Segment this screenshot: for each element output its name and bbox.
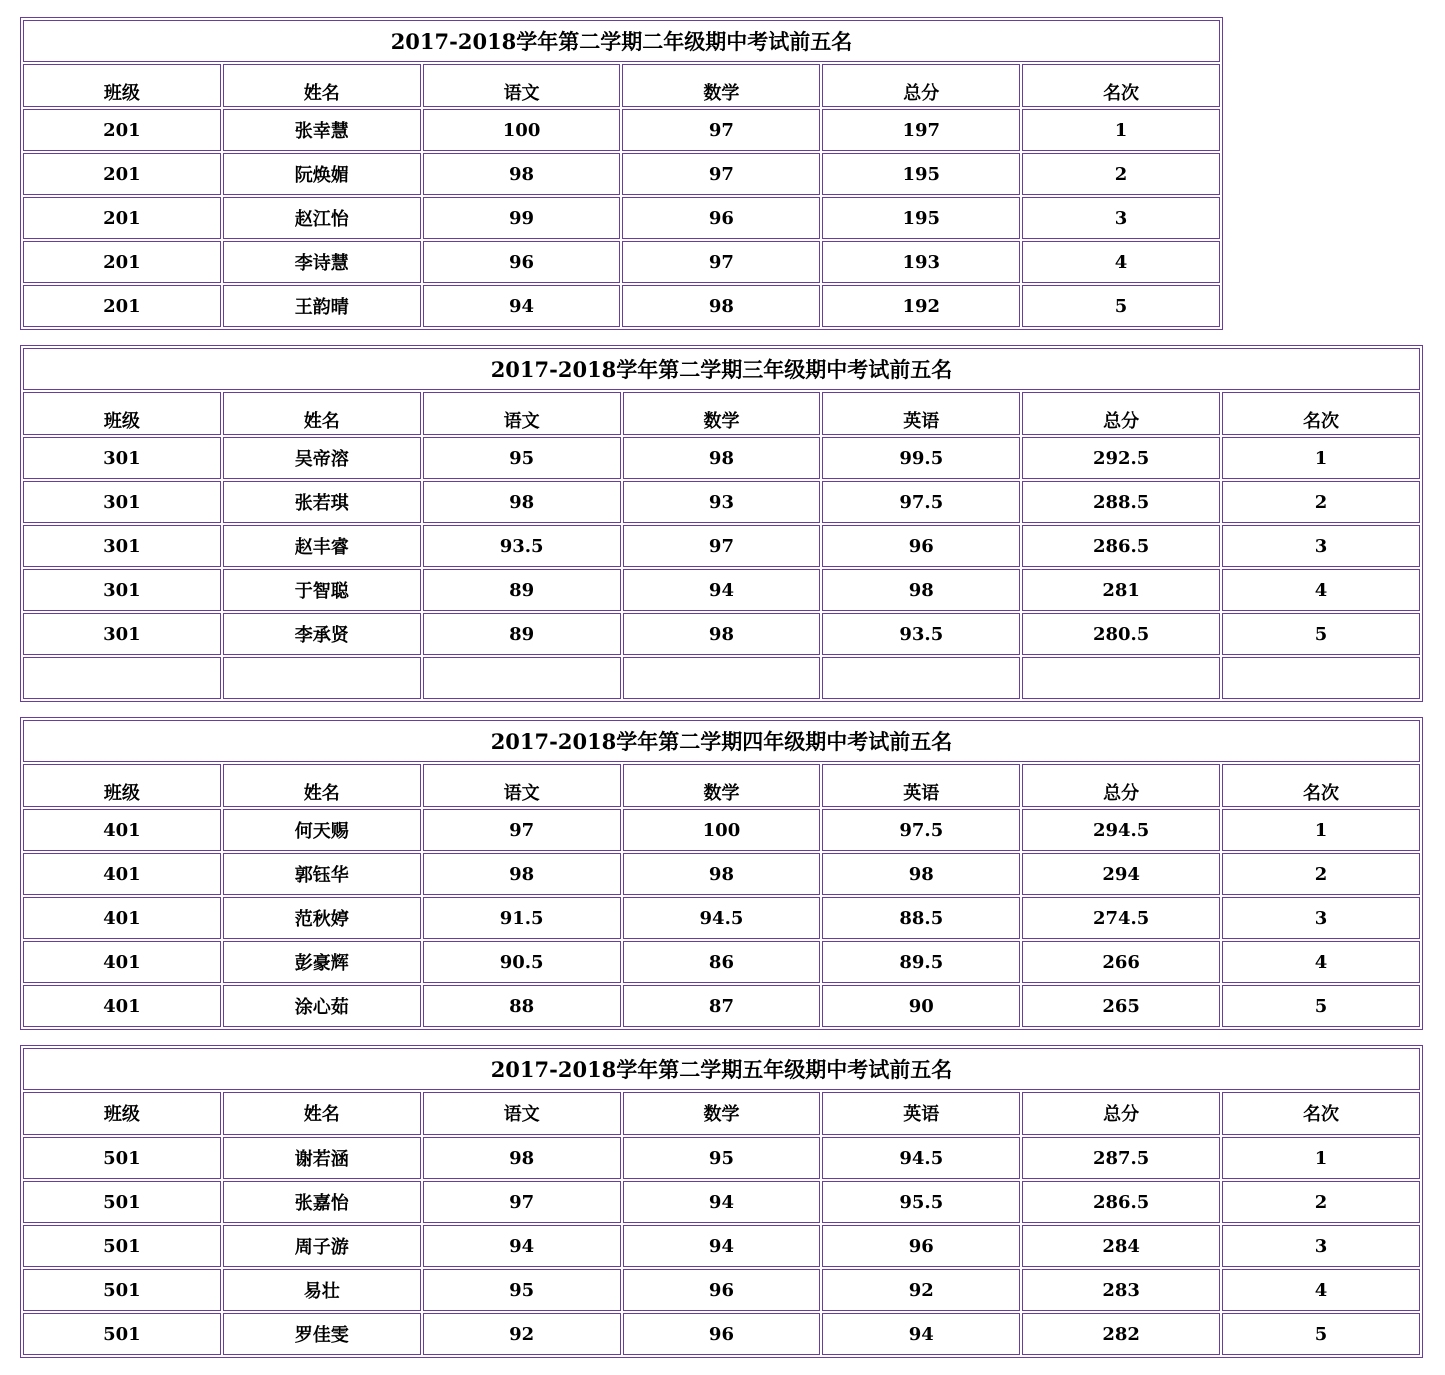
table-row xyxy=(23,285,1220,327)
table-title-row xyxy=(23,348,1420,390)
table-cell: 4 xyxy=(1022,241,1220,283)
table-cell: 97.5 xyxy=(822,481,1020,523)
header-row xyxy=(23,392,1420,435)
table-cell: 范秋婷 xyxy=(223,897,421,939)
table-cell: 284 xyxy=(1022,1225,1220,1267)
grade5-top5-table xyxy=(20,1045,1423,1358)
table-cell: 282 xyxy=(1022,1313,1220,1355)
column-header: 班级 xyxy=(23,392,221,435)
table-cell: 王韵晴 xyxy=(223,285,421,327)
table-cell: 99.5 xyxy=(822,437,1020,479)
table-cell: 96 xyxy=(623,1269,821,1311)
table-cell: 88.5 xyxy=(822,897,1020,939)
table-cell: 3 xyxy=(1222,897,1420,939)
table-cell: 197 xyxy=(822,109,1020,151)
table-cell: 90 xyxy=(822,985,1020,1027)
table-cell: 5 xyxy=(1222,985,1420,1027)
table-cell: 401 xyxy=(23,809,221,851)
column-header: 班级 xyxy=(23,764,221,807)
table-cell: 96 xyxy=(622,197,820,239)
table-cell: 张若琪 xyxy=(223,481,421,523)
table-row xyxy=(23,1313,1420,1355)
table-row xyxy=(23,241,1220,283)
table-cell: 张幸慧 xyxy=(223,109,421,151)
table-cell: 98 xyxy=(623,437,821,479)
table-cell: 95 xyxy=(423,1269,621,1311)
table-cell: 100 xyxy=(623,809,821,851)
table-cell: 4 xyxy=(1222,1269,1420,1311)
table-row xyxy=(23,657,1420,699)
column-header: 语文 xyxy=(423,392,621,435)
table-cell: 286.5 xyxy=(1022,525,1220,567)
column-header: 语文 xyxy=(423,1092,621,1135)
table-cell: 阮焕媚 xyxy=(223,153,421,195)
table-cell: 294.5 xyxy=(1022,809,1220,851)
table-cell: 赵江怡 xyxy=(223,197,421,239)
table-cell: 涂心茹 xyxy=(223,985,421,1027)
table-cell: 95 xyxy=(423,437,621,479)
table-cell: 501 xyxy=(23,1313,221,1355)
column-header: 姓名 xyxy=(223,764,421,807)
table-cell xyxy=(1222,657,1420,699)
table-cell: 89.5 xyxy=(822,941,1020,983)
table-cell: 195 xyxy=(822,197,1020,239)
table-cell: 288.5 xyxy=(1022,481,1220,523)
table-cell xyxy=(423,657,621,699)
table-cell: 195 xyxy=(822,153,1020,195)
table-cell: 1 xyxy=(1222,437,1420,479)
table-row xyxy=(23,481,1420,523)
table-cell: 266 xyxy=(1022,941,1220,983)
table-cell: 98 xyxy=(423,1137,621,1179)
table-cell: 94 xyxy=(423,285,621,327)
table-cell: 2 xyxy=(1222,1181,1420,1223)
table-row xyxy=(23,985,1420,1027)
table-row xyxy=(23,853,1420,895)
table-cell: 501 xyxy=(23,1137,221,1179)
table-cell: 1 xyxy=(1222,809,1420,851)
column-header: 姓名 xyxy=(223,1092,421,1135)
table-cell: 201 xyxy=(23,153,221,195)
table-cell: 89 xyxy=(423,569,621,611)
table-cell: 赵丰睿 xyxy=(223,525,421,567)
table-cell: 张嘉怡 xyxy=(223,1181,421,1223)
table-cell: 91.5 xyxy=(423,897,621,939)
table-cell: 97 xyxy=(622,153,820,195)
table-cell: 274.5 xyxy=(1022,897,1220,939)
table-cell: 2 xyxy=(1022,153,1220,195)
table-title: 2017-2018学年第二学期二年级期中考试前五名 xyxy=(23,20,1220,62)
column-header: 姓名 xyxy=(223,392,421,435)
column-header: 英语 xyxy=(822,392,1020,435)
column-header: 数学 xyxy=(622,64,820,107)
table-row xyxy=(23,809,1420,851)
table-cell: 4 xyxy=(1222,941,1420,983)
table-cell: 281 xyxy=(1022,569,1220,611)
column-header: 名次 xyxy=(1022,64,1220,107)
table-cell: 郭钰华 xyxy=(223,853,421,895)
table-cell: 201 xyxy=(23,197,221,239)
table-cell: 94 xyxy=(423,1225,621,1267)
table-cell: 罗佳雯 xyxy=(223,1313,421,1355)
table-cell: 5 xyxy=(1222,1313,1420,1355)
table-cell: 94 xyxy=(623,569,821,611)
table-cell: 193 xyxy=(822,241,1020,283)
table-cell: 何天赐 xyxy=(223,809,421,851)
table-cell: 吴帝溶 xyxy=(223,437,421,479)
grade4-top5-table xyxy=(20,717,1423,1030)
table-cell: 192 xyxy=(822,285,1020,327)
table-cell: 301 xyxy=(23,437,221,479)
table-cell: 李诗慧 xyxy=(223,241,421,283)
table-cell: 99 xyxy=(423,197,621,239)
table-cell: 2 xyxy=(1222,481,1420,523)
column-header: 语文 xyxy=(423,64,621,107)
table-row xyxy=(23,569,1420,611)
table-cell: 92 xyxy=(423,1313,621,1355)
column-header: 数学 xyxy=(623,392,821,435)
table-cell: 李承贤 xyxy=(223,613,421,655)
table-cell: 301 xyxy=(23,613,221,655)
table-title-row xyxy=(23,720,1420,762)
table-cell: 94.5 xyxy=(822,1137,1020,1179)
table-cell: 95 xyxy=(623,1137,821,1179)
table-row xyxy=(23,525,1420,567)
table-cell: 于智聪 xyxy=(223,569,421,611)
table-cell: 3 xyxy=(1222,525,1420,567)
table-cell: 5 xyxy=(1222,613,1420,655)
table-cell: 93.5 xyxy=(423,525,621,567)
table-cell: 401 xyxy=(23,853,221,895)
table-cell: 97 xyxy=(423,809,621,851)
table-row xyxy=(23,1181,1420,1223)
table-cell: 彭豪辉 xyxy=(223,941,421,983)
column-header: 数学 xyxy=(623,764,821,807)
table-cell: 89 xyxy=(423,613,621,655)
table-row xyxy=(23,1225,1420,1267)
table-cell: 96 xyxy=(623,1313,821,1355)
table-cell: 98 xyxy=(622,285,820,327)
table-cell xyxy=(822,657,1020,699)
header-row xyxy=(23,64,1220,107)
table-cell: 97 xyxy=(623,525,821,567)
table-cell: 3 xyxy=(1222,1225,1420,1267)
table-cell xyxy=(23,657,221,699)
table-row xyxy=(23,613,1420,655)
table-cell: 201 xyxy=(23,241,221,283)
table-title-row xyxy=(23,20,1220,62)
table-cell: 280.5 xyxy=(1022,613,1220,655)
column-header: 班级 xyxy=(23,1092,221,1135)
column-header: 总分 xyxy=(1022,764,1220,807)
column-header: 班级 xyxy=(23,64,221,107)
table-cell: 90.5 xyxy=(423,941,621,983)
table-cell: 96 xyxy=(822,1225,1020,1267)
table-title: 2017-2018学年第二学期五年级期中考试前五名 xyxy=(23,1048,1420,1090)
column-header: 语文 xyxy=(423,764,621,807)
table-cell: 3 xyxy=(1022,197,1220,239)
table-row xyxy=(23,1269,1420,1311)
table-cell: 98 xyxy=(423,153,621,195)
table-cell: 401 xyxy=(23,985,221,1027)
table-cell: 97 xyxy=(622,241,820,283)
column-header: 名次 xyxy=(1222,1092,1420,1135)
table-cell: 292.5 xyxy=(1022,437,1220,479)
table-row xyxy=(23,941,1420,983)
table-cell: 87 xyxy=(623,985,821,1027)
table-cell: 283 xyxy=(1022,1269,1220,1311)
grade3-top5-table xyxy=(20,345,1423,702)
table-cell: 201 xyxy=(23,109,221,151)
table-cell: 5 xyxy=(1022,285,1220,327)
table-title: 2017-2018学年第二学期三年级期中考试前五名 xyxy=(23,348,1420,390)
column-header: 总分 xyxy=(822,64,1020,107)
grade2-top5-table xyxy=(20,17,1223,330)
header-row xyxy=(23,764,1420,807)
table-cell: 2 xyxy=(1222,853,1420,895)
table-cell: 94.5 xyxy=(623,897,821,939)
header-row xyxy=(23,1092,1420,1135)
table-cell: 501 xyxy=(23,1269,221,1311)
column-header: 总分 xyxy=(1022,392,1220,435)
table-title: 2017-2018学年第二学期四年级期中考试前五名 xyxy=(23,720,1420,762)
table-cell: 96 xyxy=(423,241,621,283)
column-header: 英语 xyxy=(822,1092,1020,1135)
table-cell: 94 xyxy=(822,1313,1020,1355)
column-header: 英语 xyxy=(822,764,1020,807)
table-cell: 易壮 xyxy=(223,1269,421,1311)
table-cell: 501 xyxy=(23,1181,221,1223)
table-row xyxy=(23,153,1220,195)
column-header: 数学 xyxy=(623,1092,821,1135)
table-cell: 周子游 xyxy=(223,1225,421,1267)
table-cell: 93 xyxy=(623,481,821,523)
table-cell: 301 xyxy=(23,481,221,523)
table-cell: 97 xyxy=(622,109,820,151)
table-cell: 201 xyxy=(23,285,221,327)
table-cell: 92 xyxy=(822,1269,1020,1311)
table-cell: 86 xyxy=(623,941,821,983)
table-cell: 97.5 xyxy=(822,809,1020,851)
column-header: 名次 xyxy=(1222,764,1420,807)
table-cell: 88 xyxy=(423,985,621,1027)
table-cell: 294 xyxy=(1022,853,1220,895)
table-cell: 谢若涵 xyxy=(223,1137,421,1179)
table-cell: 98 xyxy=(423,853,621,895)
table-row xyxy=(23,197,1220,239)
table-cell: 301 xyxy=(23,569,221,611)
table-cell xyxy=(623,657,821,699)
table-cell: 94 xyxy=(623,1181,821,1223)
table-cell: 94 xyxy=(623,1225,821,1267)
table-cell: 301 xyxy=(23,525,221,567)
table-row xyxy=(23,1137,1420,1179)
table-cell: 98 xyxy=(822,853,1020,895)
table-cell: 98 xyxy=(623,613,821,655)
column-header: 总分 xyxy=(1022,1092,1220,1135)
table-cell: 96 xyxy=(822,525,1020,567)
table-cell: 1 xyxy=(1022,109,1220,151)
table-title-row xyxy=(23,1048,1420,1090)
column-header: 名次 xyxy=(1222,392,1420,435)
table-cell: 287.5 xyxy=(1022,1137,1220,1179)
table-cell: 4 xyxy=(1222,569,1420,611)
table-cell: 98 xyxy=(623,853,821,895)
table-cell: 265 xyxy=(1022,985,1220,1027)
table-row xyxy=(23,897,1420,939)
table-cell: 401 xyxy=(23,897,221,939)
table-cell xyxy=(1022,657,1220,699)
table-cell: 93.5 xyxy=(822,613,1020,655)
table-cell: 95.5 xyxy=(822,1181,1020,1223)
table-cell: 401 xyxy=(23,941,221,983)
table-cell: 100 xyxy=(423,109,621,151)
table-row xyxy=(23,109,1220,151)
table-cell: 98 xyxy=(822,569,1020,611)
table-cell: 501 xyxy=(23,1225,221,1267)
table-cell: 97 xyxy=(423,1181,621,1223)
table-row xyxy=(23,437,1420,479)
table-cell xyxy=(223,657,421,699)
table-cell: 286.5 xyxy=(1022,1181,1220,1223)
table-cell: 1 xyxy=(1222,1137,1420,1179)
table-cell: 98 xyxy=(423,481,621,523)
column-header: 姓名 xyxy=(223,64,421,107)
